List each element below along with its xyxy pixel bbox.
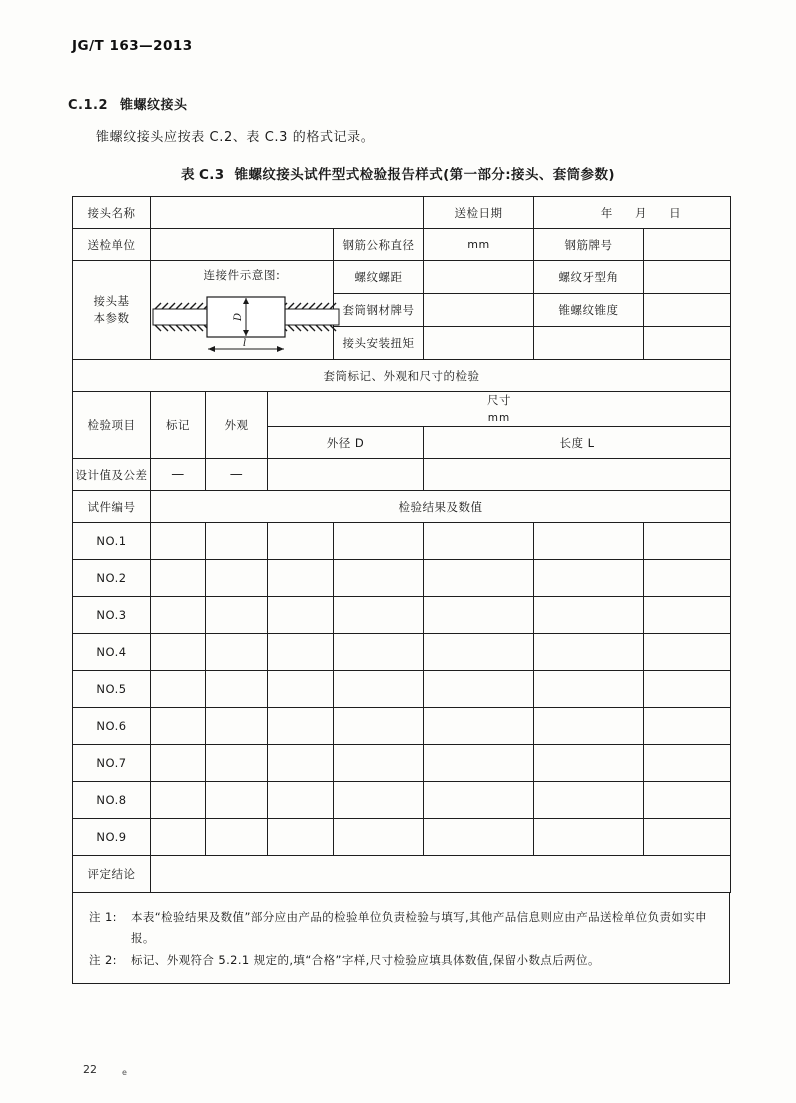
table-caption-text: 锥螺纹接头试件型式检验报告样式(第一部分:接头、套筒参数) xyxy=(234,167,615,183)
specimen-outer-diameter-cell-a[interactable] xyxy=(268,523,334,560)
specimen-number-label: 试件编号 xyxy=(73,491,151,523)
note-line-1 xyxy=(89,907,713,950)
specimen-label: NO.4 xyxy=(73,634,151,671)
specimen-results-label: 检验结果及数值 xyxy=(151,491,731,523)
specimen-length-cell-b[interactable] xyxy=(534,560,644,597)
inspection-item-header: 检验项目 xyxy=(73,392,151,459)
sleeve-steel-value[interactable] xyxy=(424,294,534,327)
submit-unit-label: 送检单位 xyxy=(73,229,151,261)
specimen-length-cell-b[interactable] xyxy=(534,782,644,819)
specimen-length-cell-a[interactable] xyxy=(424,671,534,708)
specimen-appearance-cell[interactable] xyxy=(206,671,268,708)
specimen-length-cell-c[interactable] xyxy=(644,819,731,856)
table-notes xyxy=(72,893,730,984)
specimen-label: NO.9 xyxy=(73,819,151,856)
inspection-dimension-header xyxy=(268,392,731,427)
specimen-length-cell-c[interactable] xyxy=(644,597,731,634)
clause-heading xyxy=(68,94,188,113)
standard-code-header: JG/T 163—2013 xyxy=(72,38,193,54)
design-value-outer-diameter[interactable] xyxy=(268,459,424,491)
table-row-submit-unit xyxy=(73,229,731,261)
table-row-specimen xyxy=(73,634,731,671)
table-row-specimen xyxy=(73,708,731,745)
specimen-label: NO.5 xyxy=(73,671,151,708)
thread-angle-label: 螺纹牙型角 xyxy=(534,261,644,294)
specimen-appearance-cell[interactable] xyxy=(206,634,268,671)
dimension-header-text: 尺寸 xyxy=(487,393,511,407)
table-row-specimen xyxy=(73,819,731,856)
specimen-label: NO.3 xyxy=(73,597,151,634)
notes-cell xyxy=(73,893,730,983)
table-row-section-band xyxy=(73,360,731,392)
sleeve-steel-label: 套筒钢材牌号 xyxy=(334,294,424,327)
coupler-diagram-svg xyxy=(151,283,341,357)
specimen-length-cell-b[interactable] xyxy=(534,819,644,856)
torque-value[interactable] xyxy=(424,327,534,360)
design-value-label: 设计值及公差 xyxy=(73,459,151,491)
specimen-length-cell-c[interactable] xyxy=(644,634,731,671)
specimen-appearance-cell[interactable] xyxy=(206,782,268,819)
specimen-label: NO.1 xyxy=(73,523,151,560)
specimen-label: NO.2 xyxy=(73,560,151,597)
specimen-appearance-cell[interactable] xyxy=(206,819,268,856)
specimen-length-cell-b[interactable] xyxy=(534,523,644,560)
specimen-outer-diameter-cell-a[interactable] xyxy=(268,671,334,708)
submit-unit-value[interactable] xyxy=(151,229,334,261)
basic-params-spare-2[interactable] xyxy=(644,327,731,360)
specimen-label: NO.6 xyxy=(73,708,151,745)
specimen-mark-cell[interactable] xyxy=(151,560,206,597)
note-1-text: 本表“检验结果及数值”部分应由产品的检验单位负责检验与填写,其他产品信息则应由产品送检单位负责如实申报。 xyxy=(131,910,708,946)
specimen-length-cell-a[interactable] xyxy=(424,634,534,671)
svg-text:l: l xyxy=(243,338,247,349)
specimen-outer-diameter-cell-a[interactable] xyxy=(268,819,334,856)
length-header: 长度 L xyxy=(424,427,731,459)
section-band-label: 套筒标记、外观和尺寸的检验 xyxy=(73,360,731,392)
inspection-report-form xyxy=(72,196,731,893)
specimen-outer-diameter-cell-b[interactable] xyxy=(334,597,424,634)
specimen-mark-cell[interactable] xyxy=(151,745,206,782)
specimen-outer-diameter-cell-a[interactable] xyxy=(268,560,334,597)
specimen-length-cell-c[interactable] xyxy=(644,671,731,708)
specimen-length-cell-c[interactable] xyxy=(644,708,731,745)
specimen-length-cell-a[interactable] xyxy=(424,782,534,819)
footer-mark: e xyxy=(122,1068,127,1077)
specimen-length-cell-c[interactable] xyxy=(644,745,731,782)
svg-text:D: D xyxy=(233,312,244,321)
table-row-design-value xyxy=(73,459,731,491)
basic-params-spare-1[interactable] xyxy=(534,327,644,360)
basic-params-label xyxy=(73,261,151,360)
specimen-mark-cell[interactable] xyxy=(151,523,206,560)
table-caption-label: 表 xyxy=(181,167,195,183)
design-value-length[interactable] xyxy=(424,459,731,491)
coupler-diagram-cell xyxy=(151,261,334,360)
specimen-mark-cell[interactable] xyxy=(151,708,206,745)
specimen-outer-diameter-cell-a[interactable] xyxy=(268,745,334,782)
inspection-appearance-header: 外观 xyxy=(206,392,268,459)
basic-params-label-line2: 本参数 xyxy=(93,311,130,325)
specimen-outer-diameter-cell-b[interactable] xyxy=(334,745,424,782)
rebar-grade-label: 钢筋牌号 xyxy=(534,229,644,261)
table-row-specimen-band xyxy=(73,491,731,523)
table-row-specimen xyxy=(73,671,731,708)
dimension-header-unit: mm xyxy=(487,411,511,424)
conclusion-label: 评定结论 xyxy=(73,856,151,893)
rebar-diameter-value[interactable]: mm xyxy=(424,229,534,261)
specimen-length-cell-b[interactable] xyxy=(534,745,644,782)
specimen-length-cell-c[interactable] xyxy=(644,560,731,597)
basic-params-label-line1: 接头基 xyxy=(93,294,130,309)
notes-row xyxy=(73,893,730,983)
specimen-appearance-cell[interactable] xyxy=(206,597,268,634)
rebar-diameter-label: 钢筋公称直径 xyxy=(334,229,424,261)
taper-label: 锥螺纹锥度 xyxy=(534,294,644,327)
outer-diameter-header: 外径 D xyxy=(268,427,424,459)
thread-angle-value[interactable] xyxy=(644,261,731,294)
rebar-grade-value[interactable] xyxy=(644,229,731,261)
specimen-length-cell-a[interactable] xyxy=(424,745,534,782)
specimen-length-cell-c[interactable] xyxy=(644,782,731,819)
specimen-length-cell-c[interactable] xyxy=(644,523,731,560)
clause-body-text: 锥螺纹接头应按表 C.2、表 C.3 的格式记录。 xyxy=(96,130,375,145)
design-value-mark: — xyxy=(151,459,206,491)
specimen-mark-cell[interactable] xyxy=(151,634,206,671)
specimen-outer-diameter-cell-b[interactable] xyxy=(334,819,424,856)
specimen-label: NO.8 xyxy=(73,782,151,819)
specimen-outer-diameter-cell-b[interactable] xyxy=(334,634,424,671)
inspection-mark-header: 标记 xyxy=(151,392,206,459)
clause-title: 锥螺纹接头 xyxy=(120,98,188,113)
note-line-2 xyxy=(89,950,713,971)
specimen-mark-cell[interactable] xyxy=(151,671,206,708)
coupler-diagram xyxy=(151,283,333,359)
specimen-outer-diameter-cell-b[interactable] xyxy=(334,708,424,745)
torque-label: 接头安装扭矩 xyxy=(334,327,424,360)
specimen-length-cell-a[interactable] xyxy=(424,560,534,597)
table-row-inspection-head xyxy=(73,392,731,427)
conclusion-value[interactable] xyxy=(151,856,731,893)
table-row-basic-params-1 xyxy=(73,261,731,294)
specimen-outer-diameter-cell-b[interactable] xyxy=(334,782,424,819)
note-1-tag: 注 1: xyxy=(89,910,117,924)
specimen-appearance-cell[interactable] xyxy=(206,745,268,782)
design-value-appearance: — xyxy=(206,459,268,491)
specimen-appearance-cell[interactable] xyxy=(206,523,268,560)
date-day-unit: 日 xyxy=(669,205,682,220)
specimen-outer-diameter-cell-a[interactable] xyxy=(268,708,334,745)
specimen-length-cell-b[interactable] xyxy=(534,634,644,671)
table-row-specimen xyxy=(73,560,731,597)
table-row-conclusion xyxy=(73,856,731,893)
table-caption-number: C.3 xyxy=(198,167,225,183)
table-caption xyxy=(0,163,796,183)
specimen-mark-cell[interactable] xyxy=(151,782,206,819)
specimen-mark-cell[interactable] xyxy=(151,597,206,634)
note-2-tag: 注 2: xyxy=(89,952,117,967)
joint-name-value[interactable] xyxy=(151,197,424,229)
specimen-label: NO.7 xyxy=(73,745,151,782)
page-number: 22 xyxy=(83,1063,97,1076)
specimen-length-cell-b[interactable] xyxy=(534,671,644,708)
coupler-diagram-caption: 连接件示意图: xyxy=(203,268,281,282)
specimen-length-cell-a[interactable] xyxy=(424,523,534,560)
specimen-outer-diameter-cell-a[interactable] xyxy=(268,782,334,819)
joint-name-label: 接头名称 xyxy=(73,197,151,229)
specimen-length-cell-b[interactable] xyxy=(534,597,644,634)
thread-pitch-value[interactable] xyxy=(424,261,534,294)
table-row-specimen xyxy=(73,782,731,819)
table-row-specimen xyxy=(73,745,731,782)
specimen-length-cell-a[interactable] xyxy=(424,819,534,856)
specimen-outer-diameter-cell-b[interactable] xyxy=(334,671,424,708)
table-row-joint-name xyxy=(73,197,731,229)
date-month-unit: 月 xyxy=(635,205,647,220)
specimen-mark-cell[interactable] xyxy=(151,819,206,856)
specimen-appearance-cell[interactable] xyxy=(206,708,268,745)
submit-date-label: 送检日期 xyxy=(424,197,534,229)
specimen-length-cell-a[interactable] xyxy=(424,597,534,634)
specimen-length-cell-b[interactable] xyxy=(534,708,644,745)
specimen-outer-diameter-cell-a[interactable] xyxy=(268,634,334,671)
date-year-unit: 年 xyxy=(600,205,613,220)
clause-number: C.1.2 xyxy=(68,98,109,113)
submit-date-value[interactable] xyxy=(534,197,731,229)
specimen-length-cell-a[interactable] xyxy=(424,708,534,745)
specimen-outer-diameter-cell-a[interactable] xyxy=(268,597,334,634)
table-row-specimen xyxy=(73,523,731,560)
taper-value[interactable] xyxy=(644,294,731,327)
specimen-outer-diameter-cell-b[interactable] xyxy=(334,560,424,597)
specimen-outer-diameter-cell-b[interactable] xyxy=(334,523,424,560)
specimen-appearance-cell[interactable] xyxy=(206,560,268,597)
thread-pitch-label: 螺纹螺距 xyxy=(334,261,424,294)
note-2-text: 标记、外观符合 5.2.1 规定的,填“合格”字样,尺寸检验应填具体数值,保留小数点后两位。 xyxy=(131,952,600,967)
table-row-specimen xyxy=(73,597,731,634)
